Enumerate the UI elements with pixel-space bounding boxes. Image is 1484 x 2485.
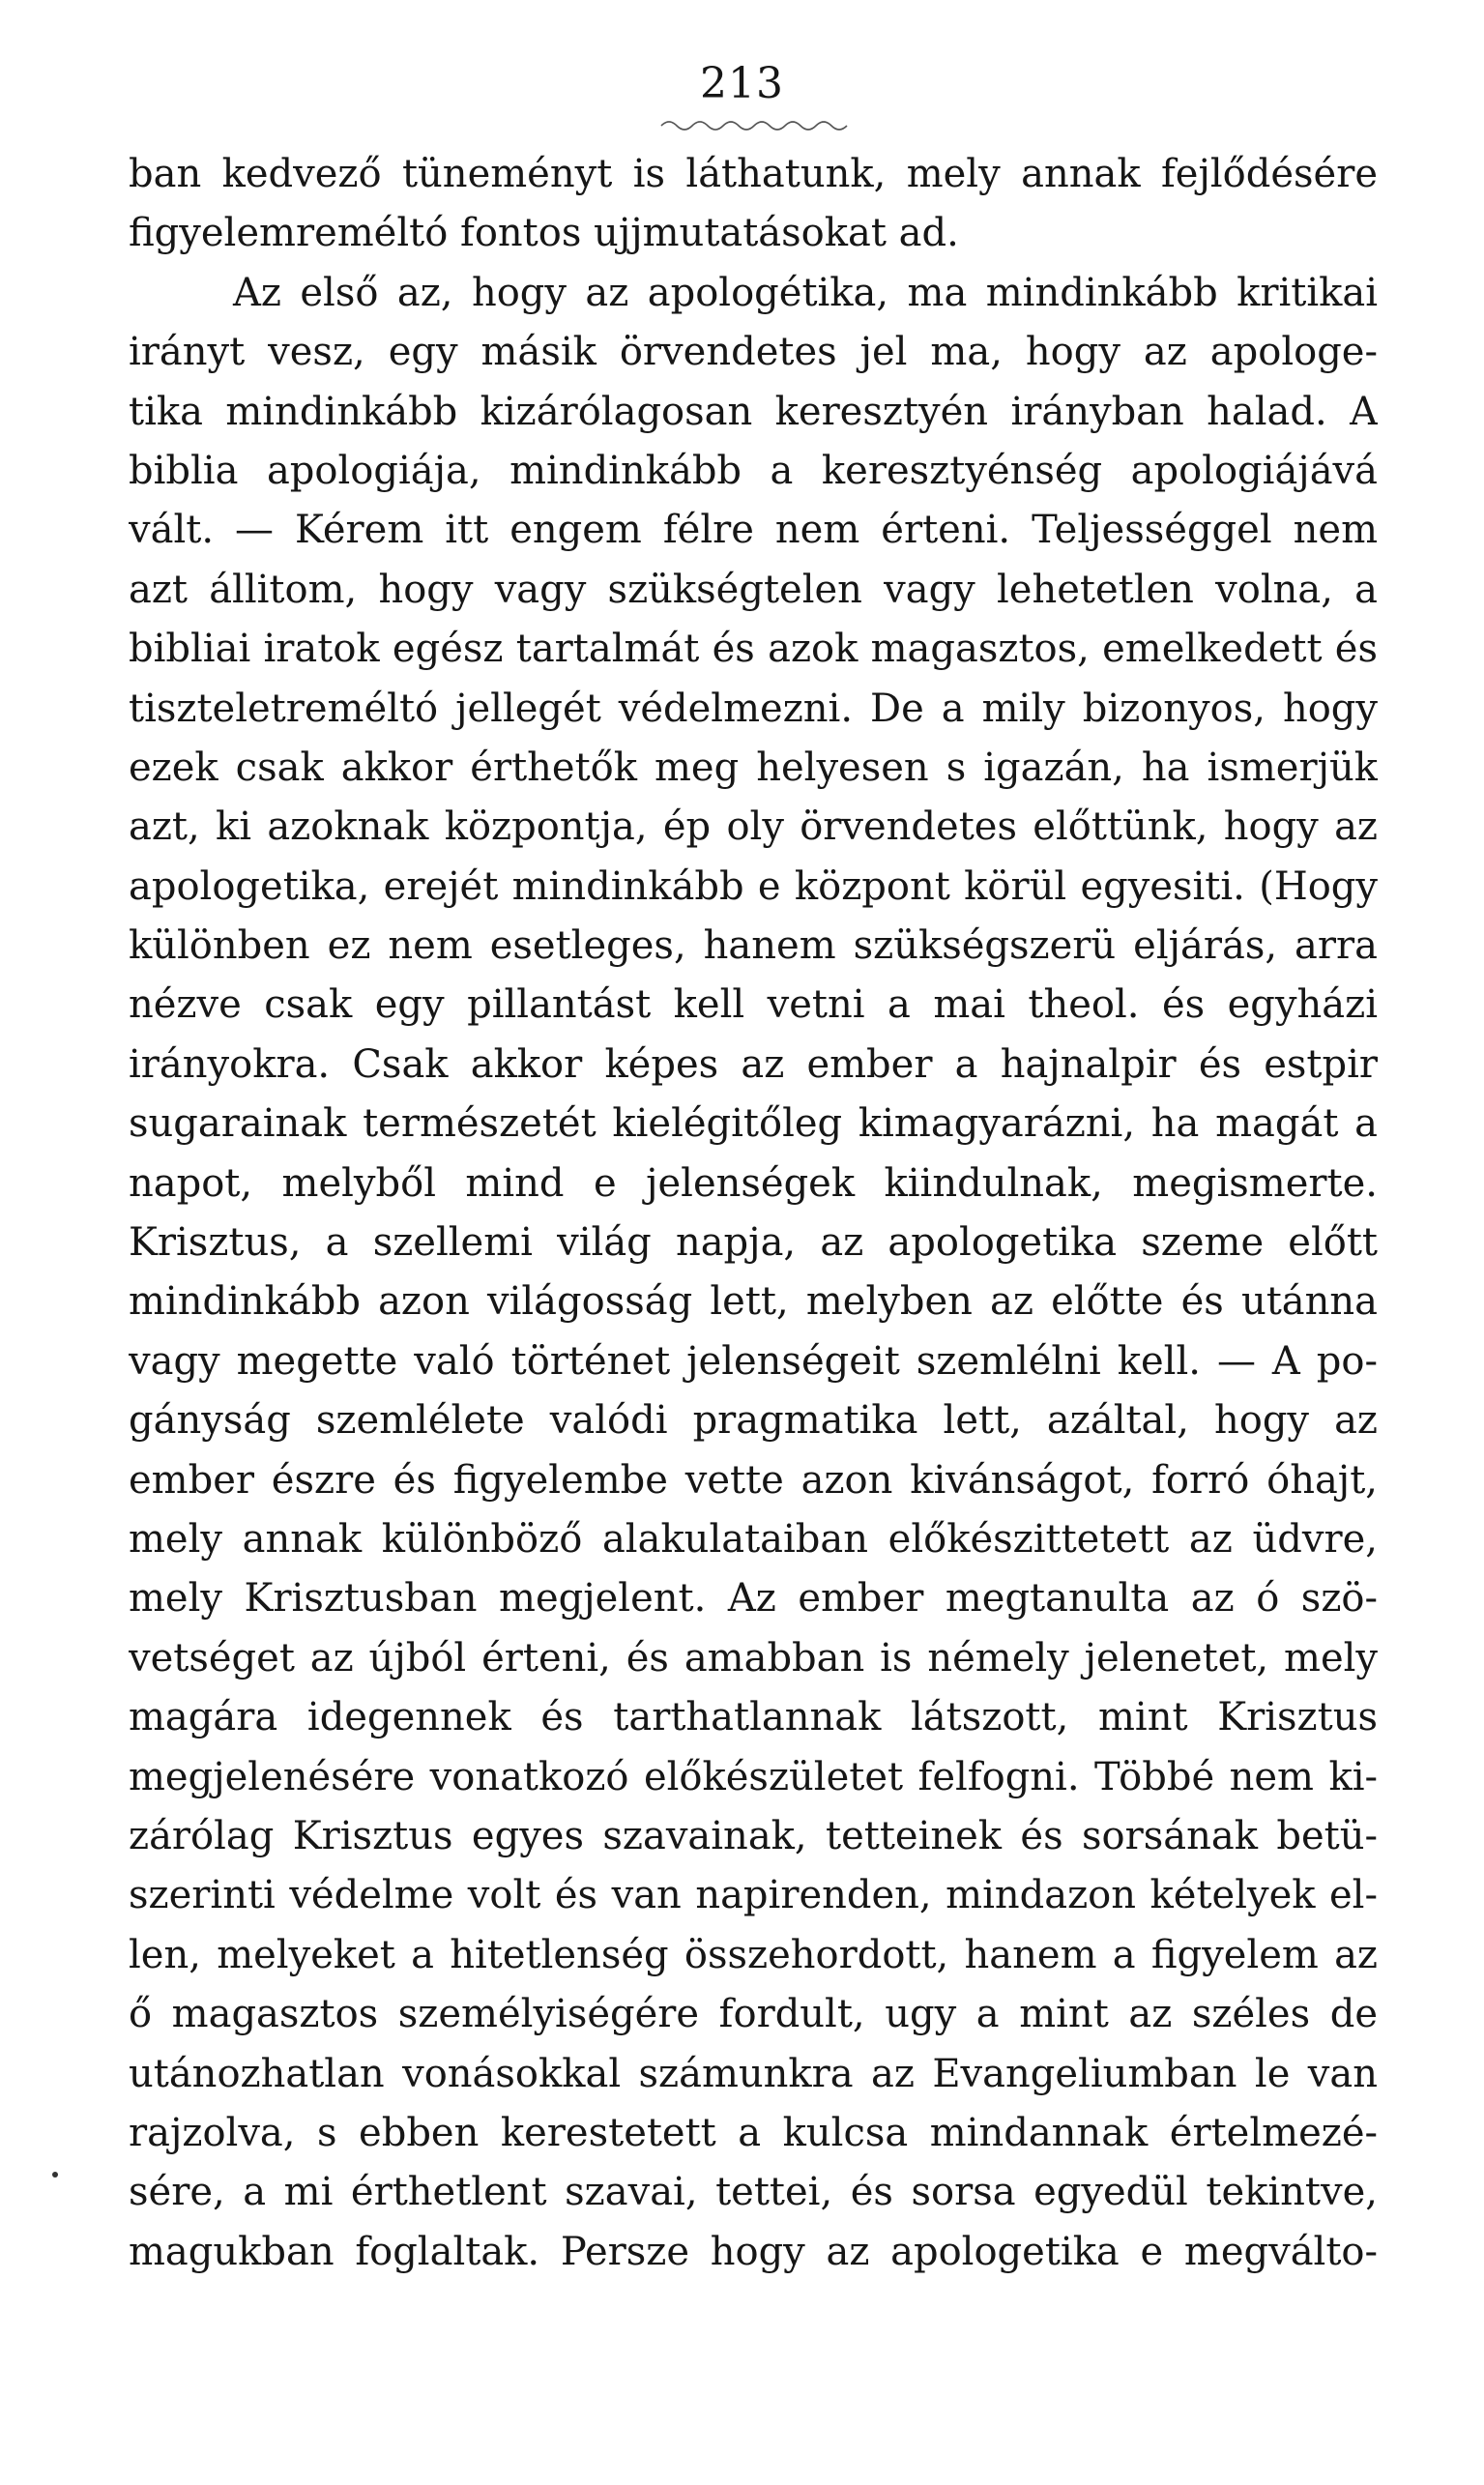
text-line: magára idegennek és tarthatlannak látszott, mint Krisztus: [129, 1695, 1378, 1740]
text-line: ember észre és figyelembe vette azon kivánságot, forró óhajt,: [129, 1457, 1378, 1503]
text-line: vagy megette való történet jelenségeit szemlélni kell. — A po-: [129, 1338, 1378, 1384]
text-line: gányság szemlélete valódi pragmatika lett, azáltal, hogy az: [129, 1398, 1378, 1444]
text-line: nézve csak egy pillantást kell vetni a mai theol. és egyházi: [129, 982, 1378, 1028]
text-line: len, melyeket a hitetlenség összehordott, hanem a figyelem az: [129, 1932, 1378, 1977]
page-number: 213: [700, 59, 784, 108]
text-line: ő magasztos személyiségére fordult, ugy a mint az széles de: [129, 1992, 1378, 2037]
text-line: napot, melyből mind e jelenségek kiindulnak, megismerte.: [129, 1160, 1378, 1206]
text-line: mely annak különböző alakulataiban előkészittetett az üdvre,: [129, 1516, 1378, 1562]
text-line: különben ez nem esetleges, hanem szükségszerü eljárás, arra: [129, 923, 1378, 969]
text-line: tiszteletreméltó jellegét védelmezni. De a mily bizonyos, hogy: [129, 686, 1378, 731]
text-line: magukban foglaltak. Persze hogy az apologetika e megválto-: [129, 2229, 1378, 2274]
text-line: tika mindinkább kizárólagosan keresztyén irányban halad. A: [129, 389, 1378, 434]
text-line: azt, ki azoknak központja, ép oly örvendetes előttünk, hogy az: [129, 804, 1378, 850]
text-body: [129, 145, 1378, 2282]
text-line: rajzolva, s ebben kerestetett a kulcsa mindannak értelmezé-: [129, 2110, 1378, 2155]
text-line: vált. — Kérem itt engem félre nem érteni. Teljességgel nem: [129, 508, 1378, 553]
text-line: vetséget az újból érteni, és amabban is némely jelenetet, mely: [129, 1635, 1378, 1681]
ornament-flourish: [659, 116, 853, 132]
text-line: azt állitom, hogy vagy szükségtelen vagy lehetetlen volna, a: [129, 567, 1378, 612]
text-line: ban kedvező tüneményt is láthatunk, mely annak fejlődésére: [129, 152, 1378, 196]
text-line: irányt vesz, egy másik örvendetes jel ma, hogy az apologe-: [129, 330, 1378, 375]
text-line: sére, a mi érthetlent szavai, tettei, és sorsa egyedül tekintve,: [129, 2170, 1378, 2215]
text-line: biblia apologiája, mindinkább a keresztyénség apologiájává: [129, 448, 1378, 493]
margin-speck: [52, 2172, 58, 2178]
text-line: megjelenésére vonatkozó előkészületet felfogni. Többé nem ki-: [129, 1754, 1378, 1799]
text-line: mely Krisztusban megjelent. Az ember megtanulta az ó szö-: [129, 1576, 1378, 1622]
text-line: figyelemreméltó fontos ujjmutatásokat ad.: [129, 211, 959, 256]
text-line: bibliai iratok egész tartalmát és azok magasztos, emelkedett és: [129, 627, 1378, 672]
text-line: apologetika, erejét mindinkább e központ körül egyesiti. (Hogy: [129, 863, 1378, 909]
paragraph-first-line: Az első az, hogy az apologétika, ma mindinkább kritikai: [233, 270, 1378, 315]
text-line: sugarainak természetét kielégitőleg kimagyarázni, ha magát a: [129, 1101, 1378, 1147]
text-line: zárólag Krisztus egyes szavainak, tetteinek és sorsának betü-: [129, 1813, 1378, 1858]
text-line: szerinti védelme volt és van napirenden, mindazon kételyek el-: [129, 1873, 1378, 1918]
text-line: mindinkább azon világosság lett, melyben az előtte és utánna: [129, 1279, 1378, 1325]
text-line: ezek csak akkor érthetők meg helyesen s igazán, ha ismerjük: [129, 745, 1378, 790]
text-line: irányokra. Csak akkor képes az ember a hajnalpir és estpir: [129, 1041, 1378, 1087]
text-line: Krisztus, a szellemi világ napja, az apologetika szeme előtt: [129, 1220, 1378, 1266]
text-line: utánozhatlan vonásokkal számunkra az Evangeliumban le van: [129, 2051, 1378, 2096]
